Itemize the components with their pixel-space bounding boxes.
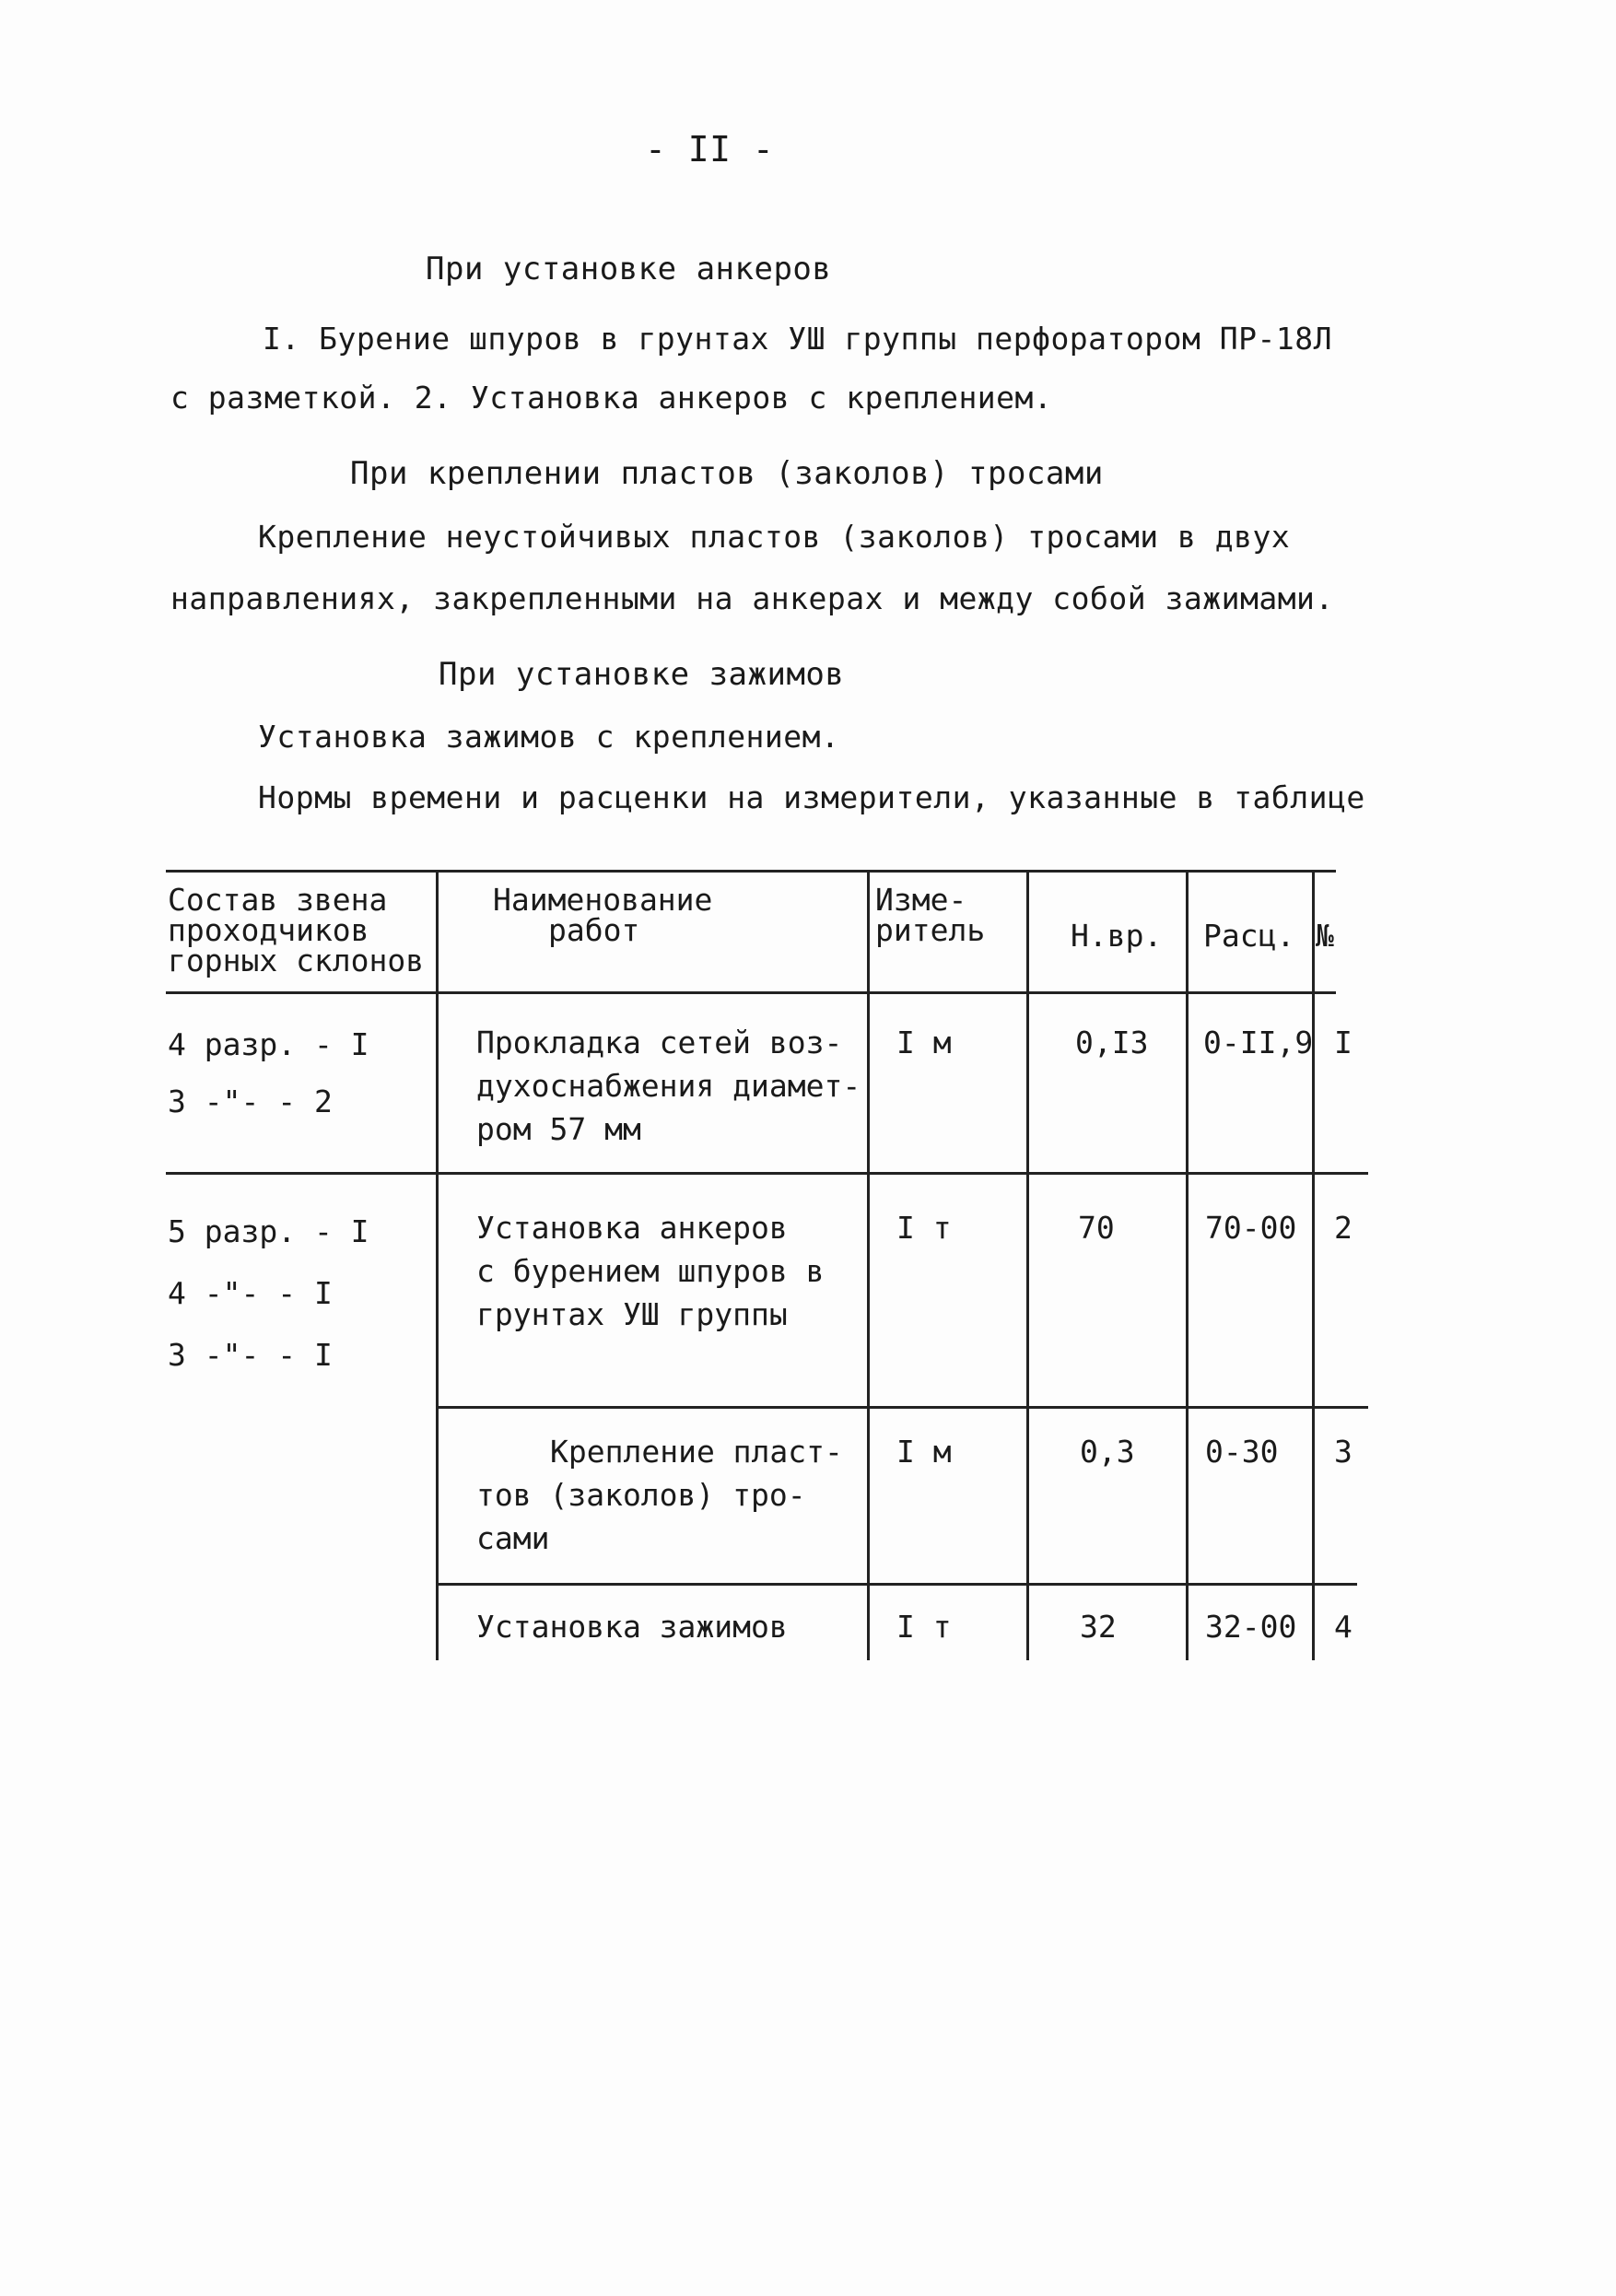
row3-bottom-line bbox=[436, 1583, 1357, 1586]
row1-work-line1: Прокладка сетей воз- bbox=[476, 1025, 843, 1060]
row4-work bbox=[476, 1605, 788, 1648]
row4-norm: 32 bbox=[1080, 1609, 1117, 1645]
clamps-text: Установка зажимов с креплением. bbox=[258, 719, 840, 755]
row1-num: I bbox=[1334, 1025, 1353, 1060]
clamps-heading: При установке зажимов bbox=[439, 656, 845, 693]
row3-work-line3: сами bbox=[476, 1520, 550, 1556]
header-crew bbox=[168, 884, 424, 976]
row4-rate: 32-00 bbox=[1205, 1609, 1297, 1645]
header-crew-line1: Состав звена bbox=[168, 882, 388, 918]
row3-norm: 0,3 bbox=[1080, 1434, 1135, 1470]
row2-bottom-line bbox=[436, 1406, 1368, 1409]
header-rate: Расц. bbox=[1203, 918, 1295, 954]
row2-work-line2: с бурением шпуров в bbox=[476, 1253, 825, 1289]
header-unit bbox=[875, 882, 986, 948]
row2-crew-line2: 4 -"- - I bbox=[168, 1275, 333, 1311]
anchors-text-line2: с разметкой. 2. Установка анкеров с креплением. bbox=[170, 380, 1053, 416]
header-unit-line1: Изме- bbox=[875, 882, 967, 918]
col-line-rate-num bbox=[1312, 870, 1315, 1660]
header-crew-line3: горных склонов bbox=[168, 943, 425, 978]
row2-unit: I т bbox=[896, 1210, 952, 1246]
row1-work-line2: духоснабжения диамет- bbox=[476, 1068, 861, 1104]
page-number: - II - bbox=[645, 129, 775, 170]
row3-work-line1: Крепление пласт- bbox=[550, 1434, 843, 1470]
row3-rate: 0-30 bbox=[1205, 1434, 1279, 1470]
header-norm: Н.вр. bbox=[1071, 918, 1163, 954]
row2-crew bbox=[168, 1201, 369, 1386]
row1-work bbox=[476, 1021, 861, 1151]
col-line-work-unit bbox=[867, 870, 870, 1660]
table-header-bottom-line bbox=[166, 991, 1336, 994]
row1-norm: 0,I3 bbox=[1075, 1025, 1149, 1060]
row4-work-line1: Установка зажимов bbox=[476, 1609, 788, 1645]
cables-text-line2: направлениях, закрепленными на анкерах и между собой зажимами. bbox=[170, 580, 1334, 616]
row3-work-line2: тов (заколов) тро- bbox=[476, 1477, 806, 1513]
row3-unit: I м bbox=[896, 1434, 952, 1470]
row4-num: 4 bbox=[1334, 1609, 1353, 1645]
col-line-crew-work bbox=[436, 870, 439, 1660]
cables-heading: При креплении пластов (заколов) тросами bbox=[350, 455, 1104, 492]
cables-text-line1: Крепление неустойчивых пластов (заколов) тросами в двух bbox=[258, 519, 1291, 555]
row1-crew-line1: 4 разр. - I bbox=[168, 1026, 369, 1062]
header-crew-line2: проходчиков bbox=[168, 912, 369, 948]
row1-crew bbox=[168, 1016, 369, 1130]
row2-work bbox=[476, 1206, 825, 1336]
row2-norm: 70 bbox=[1078, 1210, 1115, 1246]
row1-work-line3: ром 57 мм bbox=[476, 1111, 641, 1147]
norms-text: Нормы времени и расценки на измерители, указанные в таблице bbox=[258, 779, 1365, 815]
header-work-line2: работ bbox=[548, 912, 640, 948]
row3-num: 3 bbox=[1334, 1434, 1353, 1470]
table-top-line bbox=[166, 870, 1336, 873]
row1-rate: 0-II,9 bbox=[1203, 1025, 1314, 1060]
header-work-line1: Наименование bbox=[493, 882, 713, 918]
row2-rate: 70-00 bbox=[1205, 1210, 1297, 1246]
header-num: № bbox=[1316, 918, 1334, 954]
row2-work-line1: Установка анкеров bbox=[476, 1210, 788, 1246]
row3-work bbox=[476, 1430, 843, 1560]
anchors-heading: При установке анкеров bbox=[426, 251, 832, 287]
row2-num: 2 bbox=[1334, 1210, 1353, 1246]
anchors-text-line1: I. Бурение шпуров в грунтах УШ группы перфоратором ПР-18Л bbox=[263, 321, 1332, 357]
row2-crew-line1: 5 разр. - I bbox=[168, 1213, 369, 1249]
row2-crew-line3: 3 -"- - I bbox=[168, 1337, 333, 1373]
row1-unit: I м bbox=[896, 1025, 952, 1060]
row1-crew-line2: 3 -"- - 2 bbox=[168, 1084, 333, 1119]
row4-unit: I т bbox=[896, 1609, 952, 1645]
header-unit-line2: ритель bbox=[875, 912, 986, 948]
header-work bbox=[493, 882, 713, 948]
row2-work-line3: грунтах УШ группы bbox=[476, 1296, 788, 1332]
col-line-unit-norm bbox=[1026, 870, 1029, 1660]
col-line-norm-rate bbox=[1186, 870, 1189, 1660]
